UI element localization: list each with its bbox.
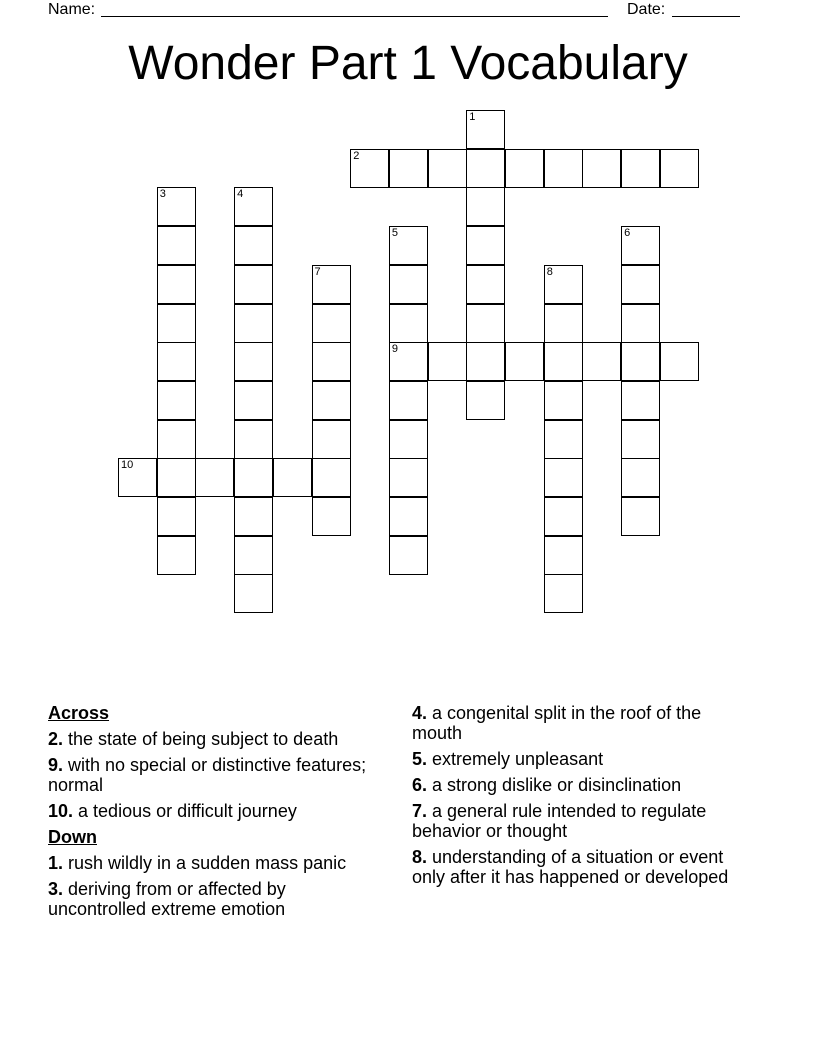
crossword-cell[interactable] <box>389 536 428 575</box>
crossword-cell[interactable] <box>312 304 351 343</box>
crossword-cell[interactable] <box>544 497 583 536</box>
crossword-cell[interactable] <box>234 574 273 613</box>
down-clue: 8. understanding of a situation or event only after it has happened or developed <box>412 847 729 887</box>
crossword-cell[interactable] <box>428 149 467 188</box>
crossword-cell[interactable] <box>234 342 273 381</box>
down-clue: 3. deriving from or affected by uncontrolled extreme emotion <box>48 879 286 919</box>
clue-number: 9 <box>391 343 399 356</box>
crossword-cell[interactable] <box>234 497 273 536</box>
crossword-cell[interactable] <box>544 536 583 575</box>
across-clue: 2. the state of being subject to death <box>48 729 339 749</box>
crossword-cell[interactable] <box>544 265 583 304</box>
crossword-cell[interactable] <box>389 381 428 420</box>
crossword-cell[interactable] <box>273 458 312 497</box>
crossword-cell[interactable] <box>234 420 273 459</box>
crossword-cell[interactable] <box>621 342 660 381</box>
clues-left-column <box>48 703 378 925</box>
crossword-cell[interactable] <box>157 226 196 265</box>
clue-number: 4 <box>237 188 244 201</box>
across-clue: 10. a tedious or difficult journey <box>48 801 297 821</box>
crossword-cell[interactable] <box>660 149 699 188</box>
crossword-cell[interactable] <box>466 149 505 188</box>
crossword-cell[interactable] <box>234 187 273 226</box>
clue-number: 8 <box>546 265 553 278</box>
crossword-cell[interactable] <box>234 536 273 575</box>
crossword-cell[interactable] <box>312 420 351 459</box>
crossword-cell[interactable] <box>544 458 583 497</box>
crossword-cell[interactable] <box>660 342 699 381</box>
page-title: Wonder Part 1 Vocabulary <box>128 37 688 90</box>
down-clue: 6. a strong dislike or disinclination <box>412 775 682 795</box>
crossword-cell[interactable] <box>312 458 351 497</box>
crossword-cell[interactable] <box>621 381 660 420</box>
crossword-cell[interactable] <box>157 497 196 536</box>
crossword-cell[interactable] <box>621 226 660 265</box>
crossword-cell[interactable] <box>312 381 351 420</box>
name-label: Name: <box>48 1 96 18</box>
crossword-cell[interactable] <box>389 420 428 459</box>
crossword-cell[interactable] <box>621 149 660 188</box>
crossword-cell[interactable] <box>312 265 351 304</box>
crossword-cell[interactable] <box>234 304 273 343</box>
clue-number: 1 <box>469 111 476 123</box>
crossword-cell[interactable] <box>466 265 505 304</box>
clue-number: 3 <box>159 188 166 201</box>
down-clue: 7. a general rule intended to regulate behavior or thought <box>412 801 707 841</box>
across-heading: Across <box>48 703 110 723</box>
crossword-cell[interactable] <box>234 381 273 420</box>
crossword-cell[interactable] <box>544 420 583 459</box>
crossword-cell[interactable] <box>389 458 428 497</box>
crossword-cell[interactable] <box>466 342 505 381</box>
crossword-cell[interactable] <box>544 304 583 343</box>
crossword-cell[interactable] <box>582 342 621 381</box>
crossword-cell[interactable] <box>389 149 428 188</box>
crossword-cell[interactable] <box>234 265 273 304</box>
crossword-cell[interactable] <box>466 226 505 265</box>
crossword-cell[interactable] <box>466 381 505 420</box>
crossword-cell[interactable] <box>195 458 234 497</box>
crossword-cell[interactable] <box>544 149 583 188</box>
clue-number: 10 <box>121 459 134 472</box>
crossword-cell[interactable] <box>157 381 196 420</box>
clues-right-column <box>412 703 742 893</box>
crossword-cell[interactable] <box>466 110 505 149</box>
clue-number: 6 <box>624 227 631 240</box>
crossword-cell[interactable] <box>157 458 196 497</box>
down-clue: 1. rush wildly in a sudden mass panic <box>48 853 347 873</box>
across-clue: 9. with no special or distinctive features; normal <box>48 755 367 795</box>
crossword-cell[interactable] <box>389 304 428 343</box>
clue-number: 5 <box>391 227 399 240</box>
crossword-cell[interactable] <box>350 149 389 188</box>
crossword-cell[interactable] <box>389 265 428 304</box>
crossword-cell[interactable] <box>544 574 583 613</box>
crossword-cell[interactable] <box>466 187 505 226</box>
crossword-cell[interactable] <box>234 226 273 265</box>
crossword-cell[interactable] <box>157 265 196 304</box>
crossword-cell[interactable] <box>621 420 660 459</box>
crossword-cell[interactable] <box>621 265 660 304</box>
crossword-cell[interactable] <box>234 458 273 497</box>
down-clue: 4. a congenital split in the roof of the mouth <box>412 703 702 743</box>
date-label: Date: <box>627 1 666 18</box>
crossword-cell[interactable] <box>582 149 621 188</box>
crossword-cell[interactable] <box>428 342 467 381</box>
down-heading: Down <box>48 827 97 847</box>
clue-number: 2 <box>353 149 360 162</box>
crossword-cell[interactable] <box>312 342 351 381</box>
crossword-cell[interactable] <box>157 342 196 381</box>
crossword-cell[interactable] <box>544 342 583 381</box>
crossword-cell[interactable] <box>505 342 544 381</box>
crossword-cell[interactable] <box>389 226 428 265</box>
crossword-cell[interactable] <box>621 497 660 536</box>
crossword-cell[interactable] <box>466 304 505 343</box>
crossword-cell[interactable] <box>621 304 660 343</box>
crossword-cell[interactable] <box>621 458 660 497</box>
crossword-cell[interactable] <box>505 149 544 188</box>
crossword-cell[interactable] <box>118 458 157 497</box>
crossword-cell[interactable] <box>389 342 428 381</box>
crossword-cell[interactable] <box>312 497 351 536</box>
crossword-cell[interactable] <box>157 304 196 343</box>
crossword-cell[interactable] <box>157 420 196 459</box>
crossword-cell[interactable] <box>157 187 196 226</box>
crossword-cell[interactable] <box>389 497 428 536</box>
down-clue: 5. extremely unpleasant <box>412 749 604 769</box>
crossword-cell[interactable] <box>544 381 583 420</box>
clue-number: 7 <box>314 265 321 278</box>
crossword-cell[interactable] <box>157 536 196 575</box>
